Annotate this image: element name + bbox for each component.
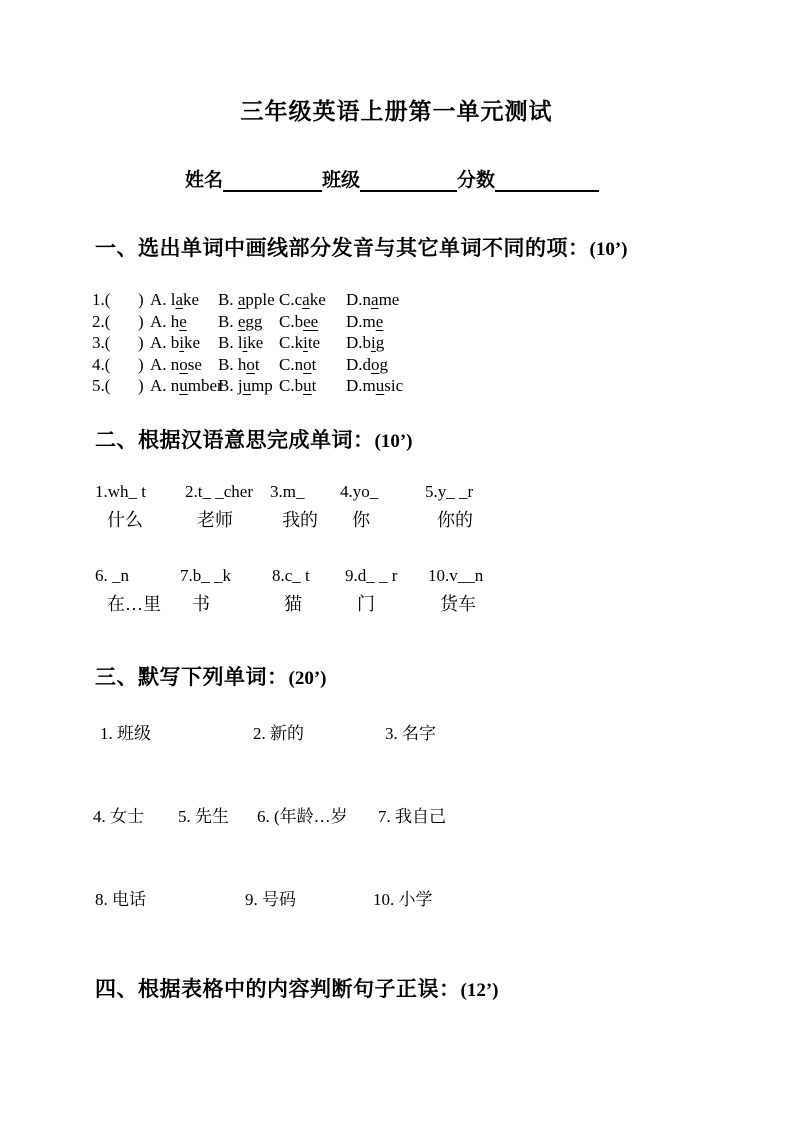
option-text: B. [218,311,238,331]
underlined-letters: o [179,354,188,374]
word-item [425,483,473,530]
word-with-blanks: 10.v__n [428,565,484,585]
word-row [95,483,793,530]
question-number: 1.( [92,290,111,309]
option-B [218,375,279,397]
underlined-letters: i [303,333,308,352]
dictation-item: 9. 号码 [245,889,296,909]
option-text: ke [247,333,264,352]
section2-heading [95,424,793,454]
underlined-letters: o [246,354,255,374]
option-D [346,354,388,376]
word-item [272,567,345,614]
section1-questions [92,289,793,397]
option-text: g [379,354,389,374]
underlined-letters: e [237,311,246,331]
underlined-letters: a [237,290,246,309]
word-with-blanks: 8.c_ t [272,565,310,585]
word-with-blanks: 1.wh_ t [95,481,146,501]
option-C [279,289,346,311]
option-D [346,311,383,333]
dictation-item: 2. 新的 [253,723,304,743]
option-C [279,375,346,397]
option-A [150,375,223,397]
chinese-hint: 猫 [284,593,302,614]
underlined-letters: u [375,376,385,395]
option-text: B. h [218,354,247,374]
section4-points: (12’) [460,979,499,1001]
dictation-item: 8. 电话 [95,889,146,909]
score-blank [495,170,599,192]
answer-space [116,289,138,311]
question-number: 4.( [92,354,111,374]
word-with-blanks: 3.m_ [270,481,305,501]
option-text: C.c [279,290,303,309]
option-C [279,332,346,354]
option-text: t [311,354,317,374]
question-number: 3.( [92,333,111,352]
close-paren: ) [138,354,144,374]
option-A [150,311,218,333]
question-number: 5.( [92,376,111,395]
section3-heading-text: 三、默写下列单词： [95,665,289,689]
word-item [340,483,425,530]
word-item [428,567,483,614]
section1-heading [95,232,793,262]
option-B [218,332,279,354]
dictation-item: 3. 名字 [385,723,436,743]
header-fields [185,170,793,192]
option-text: A. h [150,311,180,331]
option-text: A. l [150,290,176,309]
option-text: se [187,354,202,374]
underlined-letters: u [242,376,252,395]
word-item [95,483,185,530]
section1-heading-text: 一、选出单词中画线部分发音与其它单词不同的项： [95,237,590,260]
option-text: C.k [279,333,304,352]
option-text: D.m [346,376,376,395]
option-B [218,289,279,311]
option-B [218,311,279,333]
underlined-letters: o [303,354,312,374]
option-A [150,332,218,354]
close-paren: ) [138,290,144,309]
option-text: D.b [346,333,372,352]
word-item [95,567,180,614]
class-blank [360,170,457,192]
chinese-hint: 你的 [437,509,473,530]
name-blank [223,170,322,192]
chinese-hint: 我的 [282,509,318,530]
section2-rows [0,483,793,614]
section2-heading-text: 二、根据汉语意思完成单词： [95,428,375,452]
underlined-letters: ee [303,311,319,331]
section1-points: (10’) [589,239,628,260]
word-item [270,483,340,530]
chinese-hint: 什么 [107,509,143,530]
section3-points: (20’) [288,667,327,689]
option-C [279,354,346,376]
score-label: 分数 [457,170,496,191]
question-row [92,375,793,397]
option-A [150,289,218,311]
answer-space [116,311,138,333]
underlined-letters: i [242,333,248,352]
question-row [92,311,793,333]
option-text: g [375,333,385,352]
word-with-blanks: 2.t_ _cher [185,481,253,501]
chinese-hint: 货车 [440,593,476,614]
underlined-letters: a [371,290,379,309]
class-label: 班级 [322,170,361,191]
answer-space [116,375,138,397]
section2-points: (10’) [374,430,413,452]
answer-space [116,354,138,376]
option-text: D.m [346,311,376,331]
option-text: B. l [218,333,243,352]
option-text: mber [187,376,223,395]
option-D [346,332,384,354]
section3-heading [95,661,793,691]
underlined-letters: u [303,376,312,395]
dictation-item: 4. 女士 [93,806,144,826]
option-text: D.n [346,290,372,309]
option-text: A. b [150,333,180,352]
dictation-row [100,724,793,744]
chinese-hint: 老师 [197,509,233,530]
underlined-letters: a [175,290,184,309]
question-row [92,354,793,376]
option-A [150,354,218,376]
option-text: t [311,376,317,395]
option-text: C.b [279,311,304,331]
question-row [92,289,793,311]
option-C [279,311,346,333]
option-D [346,289,399,311]
option-text: D.d [346,354,372,374]
dictation-item: 5. 先生 [178,806,229,826]
chinese-hint: 你 [352,509,370,530]
section4-heading-text: 四、根据表格中的内容判断句子正误： [95,977,461,1001]
option-text: B. j [218,376,243,395]
option-text: C.n [279,354,304,374]
word-item [345,567,428,614]
option-D [346,375,403,397]
word-with-blanks: 9.d_ _ r [345,565,398,585]
option-text: B. [218,290,238,309]
underlined-letters: i [179,333,185,352]
page-title: 三年级英语上册第一单元测试 [240,98,553,124]
close-paren: ) [138,333,144,352]
underlined-letters: e [179,311,187,331]
dictation-item: 6. (年龄…岁 [257,806,348,826]
chinese-hint: 在…里 [107,593,161,614]
word-row [95,567,793,614]
name-label: 姓名 [185,170,224,191]
chinese-hint: 书 [192,593,210,614]
option-text: mp [251,376,273,395]
word-with-blanks: 7.b_ _k [180,565,231,585]
dictation-item: 10. 小学 [373,889,433,909]
option-text: sic [384,376,404,395]
close-paren: ) [138,376,144,395]
option-text: t [254,354,260,374]
underlined-letters: a [302,290,310,309]
option-text: me [378,290,400,309]
dictation-row [95,890,793,910]
dictation-item: 7. 我自己 [378,806,446,826]
underlined-letters: u [179,376,188,395]
dictation-item: 1. 班级 [100,723,151,743]
section4-heading [95,973,793,1003]
chinese-hint: 门 [357,593,375,614]
close-paren: ) [138,311,144,331]
word-with-blanks: 6. _n [95,565,129,585]
option-text: A. n [150,376,180,395]
answer-space [116,332,138,354]
option-B [218,354,279,376]
word-item [185,483,270,530]
option-text: te [307,333,321,352]
question-row [92,332,793,354]
option-text: ke [183,290,200,309]
word-item [180,567,272,614]
option-text: ke [309,290,326,309]
option-text: pple [245,290,275,309]
option-text: C.b [279,376,304,395]
word-with-blanks: 4.yo_ [340,481,379,501]
underlined-letters: o [371,354,380,374]
underlined-letters: i [371,333,376,352]
option-text: ke [184,333,201,352]
word-with-blanks: 5.y_ _r [425,481,474,501]
option-text: gg [245,311,263,331]
option-text: A. n [150,354,180,374]
underlined-letters: e [375,311,384,331]
dictation-row [93,807,793,827]
section3-rows [0,724,793,910]
question-number: 2.( [92,311,111,331]
